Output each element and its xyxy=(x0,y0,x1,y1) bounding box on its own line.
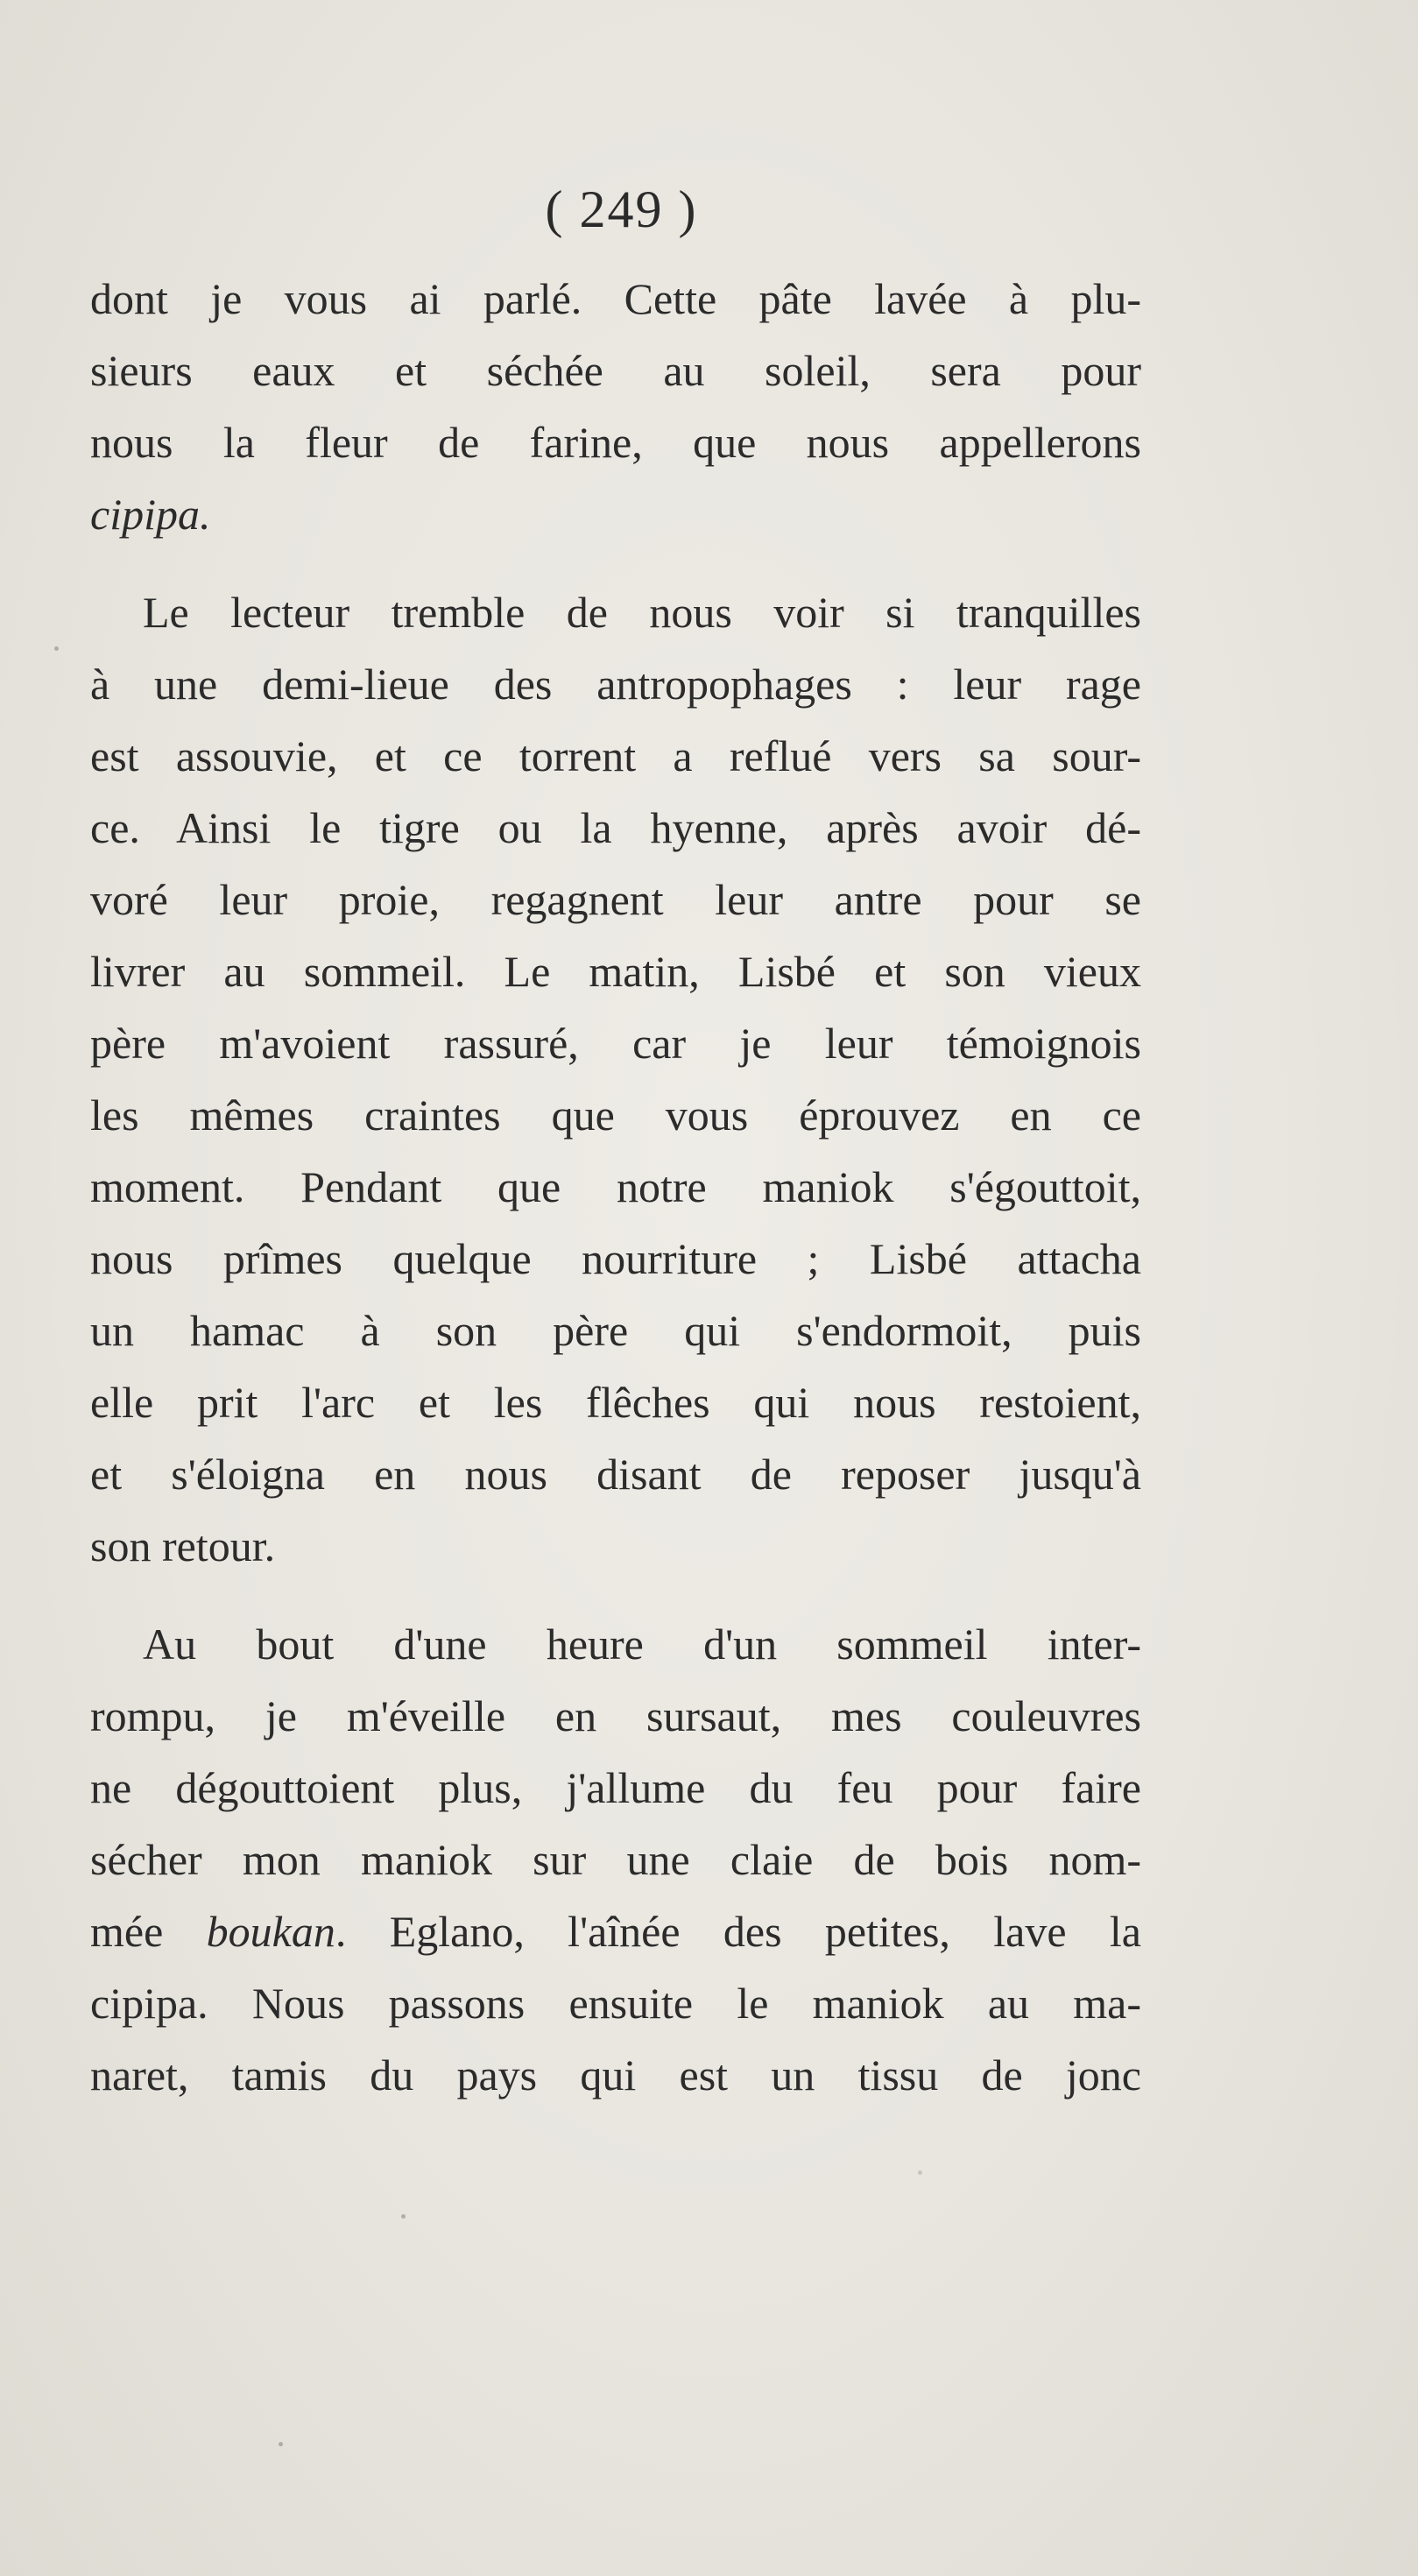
body-text xyxy=(90,263,1141,2111)
text-line: cipipa. Nous passons ensuite le maniok au ma- xyxy=(90,1979,1141,2028)
paragraph-gap xyxy=(90,1582,1141,1608)
text-line: son retour. xyxy=(90,1521,276,1570)
text-line: père m'avoient rassuré, car je leur témoignois xyxy=(90,1019,1141,1068)
text-line: sécher mon maniok sur une claie de bois nom- xyxy=(90,1835,1141,1884)
paper-speck xyxy=(918,2170,922,2175)
text-line: et s'éloigna en nous disant de reposer jusqu'à xyxy=(90,1450,1141,1499)
text-line xyxy=(90,478,1141,550)
paper-speck xyxy=(401,2214,406,2219)
text-line: ce. Ainsi le tigre ou la hyenne, après avoir dé- xyxy=(90,803,1141,852)
text-line: est assouvie, et ce torrent a reflué vers sa sour- xyxy=(90,731,1141,780)
text-line: les mêmes craintes que vous éprouvez en ce xyxy=(90,1090,1141,1140)
text-line: elle prit l'arc et les flêches qui nous restoient, xyxy=(90,1378,1141,1427)
text-line: Le lecteur tremble de nous voir si tranquilles xyxy=(143,588,1141,637)
page-number: ( 249 ) xyxy=(545,180,698,238)
text-line: Au bout d'une heure d'un sommeil inter- xyxy=(143,1620,1141,1669)
text-line: sieurs eaux et séchée au soleil, sera pour xyxy=(90,346,1141,395)
text-line: nous la fleur de farine, que nous appellerons xyxy=(90,418,1141,467)
text-line: à une demi-lieue des antropophages : leur rage xyxy=(90,660,1141,709)
text-line: ne dégouttoient plus, j'allume du feu pour faire xyxy=(90,1763,1141,1812)
italic-term: cipipa. xyxy=(90,490,211,539)
text-line: rompu, je m'éveille en sursaut, mes couleuvres xyxy=(90,1691,1141,1740)
text-line: livrer au sommeil. Le matin, Lisbé et son vieux xyxy=(90,947,1141,996)
text-line: moment. Pendant que notre maniok s'égouttoit, xyxy=(90,1162,1141,1211)
paper-speck xyxy=(279,2442,283,2446)
text-line: un hamac à son père qui s'endormoit, puis xyxy=(90,1306,1141,1355)
text-line: voré leur proie, regagnent leur antre pour se xyxy=(90,875,1141,924)
text-line: naret, tamis du pays qui est un tissu de jonc xyxy=(90,2050,1141,2100)
text-line: nous prîmes quelque nourriture ; Lisbé attacha xyxy=(90,1234,1141,1283)
paragraph-gap xyxy=(90,550,1141,576)
text-line: dont je vous ai parlé. Cette pâte lavée à plu- xyxy=(90,274,1141,323)
paper-speck xyxy=(54,646,59,651)
text-line: mée boukan. Eglano, l'aînée des petites, lave la xyxy=(90,1907,1141,1956)
italic-term: boukan xyxy=(206,1907,335,1956)
